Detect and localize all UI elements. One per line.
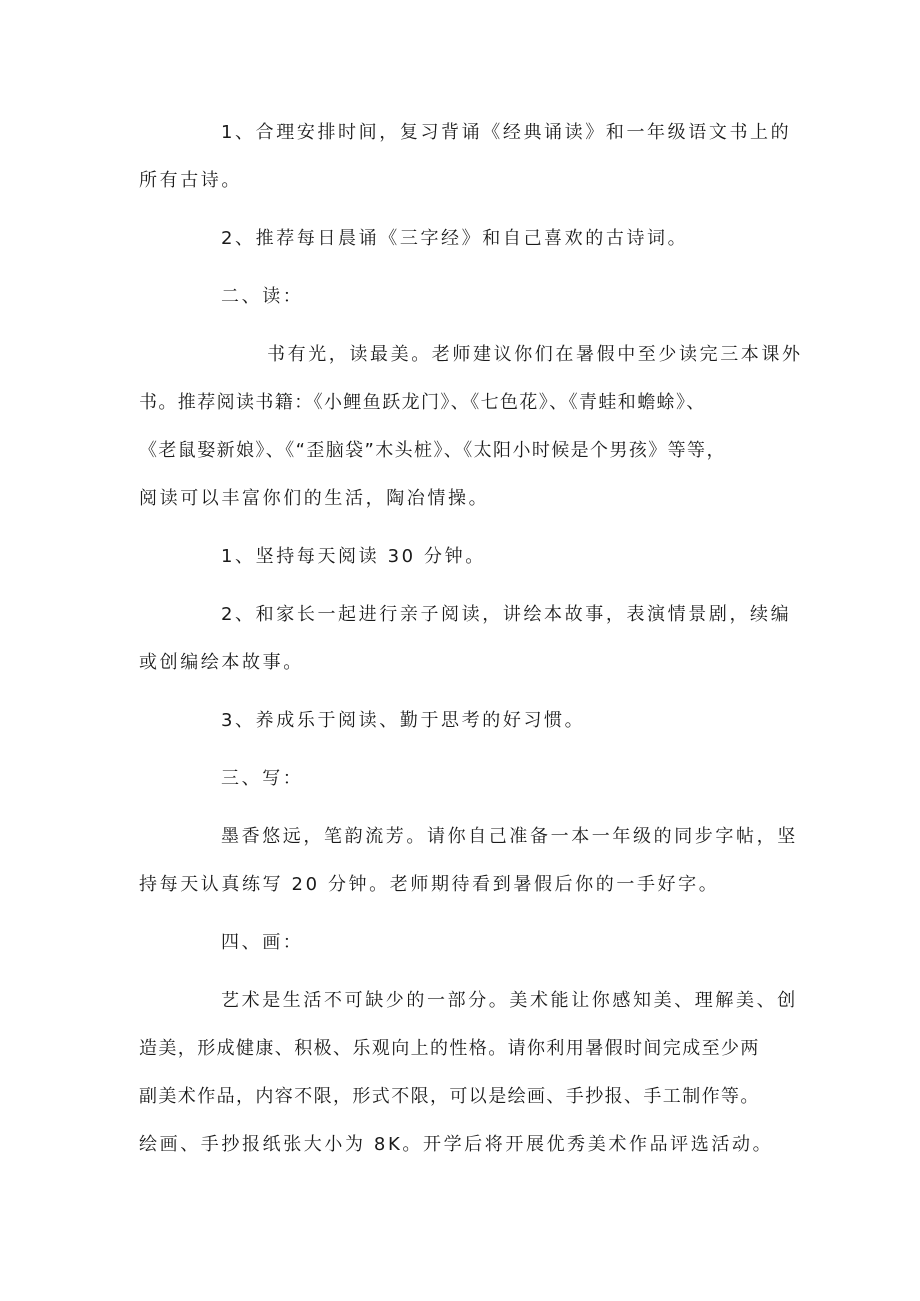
- drawing-text-line-4: 绘画、手抄报纸张大小为 8K。开学后将开展优秀美术作品评选活动。: [139, 1134, 774, 1155]
- drawing-text-line-1: 艺术是生活不可缺少的一部分。美术能让你感知美、理解美、创: [221, 990, 798, 1011]
- drawing-text-line-3: 副美术作品，内容不限，形式不限，可以是绘画、手抄报、手工制作等。: [139, 1086, 760, 1107]
- writing-text-line-1: 墨香悠远，笔韵流芳。请你自己准备一本一年级的同步字帖，坚: [221, 826, 798, 847]
- reading-item-2-line-2: 或创编绘本故事。: [139, 652, 304, 673]
- recitation-item-2: 2、推荐每日晨诵《三字经》和自己喜欢的古诗词。: [221, 228, 689, 249]
- writing-text-line-2: 持每天认真练写 20 分钟。老师期待看到暑假后你的一手好字。: [139, 874, 720, 895]
- reading-intro-line-2: 书。推荐阅读书籍：《小鲤鱼跃龙门》、《七色花》、《青蛙和蟾蜍》、: [139, 392, 706, 413]
- writing-heading: 三、写：: [221, 768, 304, 789]
- reading-intro-line-3: 《老鼠娶新娘》、《“歪脑袋”木头桩》、《太阳小时候是个男孩》等等，: [139, 440, 726, 461]
- recitation-item-1-line-1: 1、合理安排时间，复习背诵《经典诵读》和一年级语文书上的: [221, 122, 792, 143]
- reading-intro-line-1: 书有光，读最美。老师建议你们在暑假中至少读完三本课外: [267, 344, 803, 365]
- recitation-item-1-line-2: 所有古诗。: [139, 170, 242, 191]
- reading-item-1: 1、坚持每天阅读 30 分钟。: [221, 546, 486, 567]
- reading-item-3: 3、养成乐于阅读、勤于思考的好习惯。: [221, 710, 586, 731]
- drawing-heading: 四、画：: [221, 932, 304, 953]
- reading-item-2-line-1: 2、和家长一起进行亲子阅读，讲绘本故事，表演情景剧，续编: [221, 604, 792, 625]
- drawing-text-line-2: 造美，形成健康、积极、乐观向上的性格。请你利用暑假时间完成至少两: [139, 1038, 760, 1059]
- reading-intro-line-4: 阅读可以丰富你们的生活，陶冶情操。: [139, 488, 490, 509]
- reading-heading: 二、读：: [221, 286, 304, 307]
